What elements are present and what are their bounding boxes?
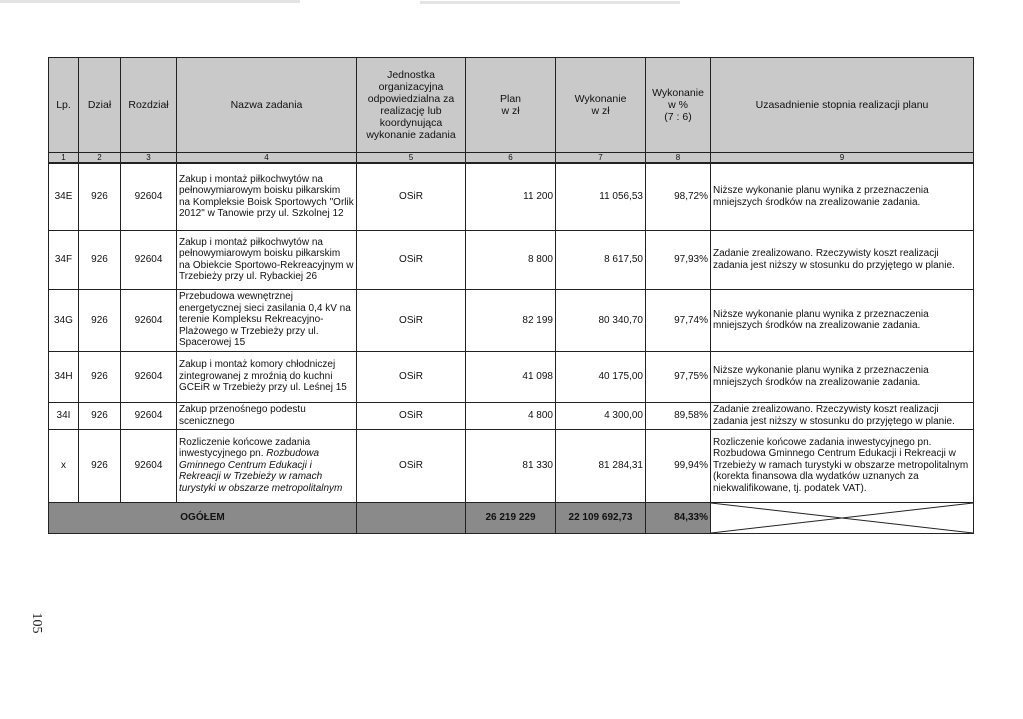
cell-execution: 4 300,00 [556,402,646,429]
header-unit: Jednostka organizacyjna odpowiedzialna za realizację lub koordynująca wykonanie zadania [357,58,466,153]
total-execution: 22 109 692,73 [556,502,646,533]
cell-task-name: Zakup i montaż piłkochwytów na pełnowymiarowym boisku piłkarskim na Obiekcie Sportowo-Rekreacyjnym w Trzebieży przy ul. Rybackiej 26 [177,230,357,289]
cell-execution: 11 056,53 [556,163,646,230]
column-number: 5 [357,153,466,164]
column-number: 9 [711,153,974,164]
table-row [49,351,974,402]
column-number: 7 [556,153,646,164]
table-row [49,429,974,502]
cell-execution: 80 340,70 [556,289,646,351]
cell-rozdzial: 92604 [121,351,177,402]
budget-execution-table [48,57,974,534]
cell-percent: 97,75% [646,351,711,402]
header-execution: Wykonanie w zł [556,58,646,153]
cell-justification: Niższe wykonanie planu wynika z przeznaczenia mniejszych środków na zrealizowanie zadania. [711,351,974,402]
cell-execution: 81 284,31 [556,429,646,502]
total-plan: 26 219 229 [466,502,556,533]
total-justification-crossed [711,502,974,533]
page-number: 105 [29,612,44,634]
cell-lp: 34I [49,402,79,429]
cell-percent: 97,93% [646,230,711,289]
cell-lp: 34E [49,163,79,230]
cell-plan: 82 199 [466,289,556,351]
header-execution-percent: Wykonanie w % (7 : 6) [646,58,711,153]
column-number: 4 [177,153,357,164]
total-unit-blank [357,502,466,533]
task-name-italic: Rozbudowa Gminnego Centrum Edukacji i Rekreacji w Trzebieży w ramach turystyki w obszarze metropolitalnym [179,448,343,494]
header-justification: Uzasadnienie stopnia realizacji planu [711,58,974,153]
cell-task-name [177,429,357,502]
cell-justification: Niższe wykonanie planu wynika z przeznaczenia mniejszych środków na zrealizowanie zadania. [711,289,974,351]
table-row [49,289,974,351]
cell-plan: 4 800 [466,402,556,429]
cross-out-mark [711,503,973,533]
header-plan: Plan w zł [466,58,556,153]
cell-unit: OSiR [357,163,466,230]
cell-dzial: 926 [79,230,121,289]
cell-dzial: 926 [79,402,121,429]
cell-rozdzial: 92604 [121,429,177,502]
cell-task-name: Zakup i montaż piłkochwytów na pełnowymiarowym boisku piłkarskim na Kompleksie Boisk Sportowych "Orlik 2012" w Tanowie przy ul. Szkolnej 12 [177,163,357,230]
cell-lp: 34H [49,351,79,402]
cell-plan: 41 098 [466,351,556,402]
cell-lp: x [49,429,79,502]
column-number: 1 [49,153,79,164]
cell-task-name: Przebudowa wewnętrznej energetycznej sieci zasilania 0,4 kV na terenie Kompleksu Rekreacyjno-Plażowego w Trzebieży przy ul. Spacerowej 15 [177,289,357,351]
cell-plan: 81 330 [466,429,556,502]
scan-artifact [420,1,680,4]
cell-execution: 8 617,50 [556,230,646,289]
cell-percent: 97,74% [646,289,711,351]
header-row [49,58,974,153]
cell-dzial: 926 [79,351,121,402]
cell-rozdzial: 92604 [121,163,177,230]
cell-percent: 98,72% [646,163,711,230]
cell-justification: Zadanie zrealizowano. Rzeczywisty koszt realizacji zadania jest niższy w stosunku do przyjętego w planie. [711,402,974,429]
cell-unit: OSiR [357,429,466,502]
cell-percent: 89,58% [646,402,711,429]
scan-artifact [0,0,300,3]
cell-justification: Niższe wykonanie planu wynika z przeznaczenia mniejszych środków na zrealizowanie zadania. [711,163,974,230]
column-number-row [49,153,974,164]
table-row [49,230,974,289]
column-number: 6 [466,153,556,164]
cell-lp: 34G [49,289,79,351]
cell-unit: OSiR [357,351,466,402]
task-name-plain: Rozliczenie końcowe zadania inwestycyjnego pn. [179,436,311,460]
cell-rozdzial: 92604 [121,289,177,351]
cell-unit: OSiR [357,289,466,351]
total-label: OGÓŁEM [49,502,357,533]
header-dzial: Dział [79,58,121,153]
cell-execution: 40 175,00 [556,351,646,402]
table-row [49,402,974,429]
cell-plan: 8 800 [466,230,556,289]
cell-rozdzial: 92604 [121,230,177,289]
cell-rozdzial: 92604 [121,402,177,429]
header-task-name: Nazwa zadania [177,58,357,153]
cell-justification: Rozliczenie końcowe zadania inwestycyjnego pn. Rozbudowa Gminnego Centrum Edukacji i Rekreacji w Trzebieży w ramach turystyki w obszarze metropolitalnym (korekta finansowa dla wydatków uznanych za niekwalifikowane, tj. podatek VAT). [711,429,974,502]
column-number: 8 [646,153,711,164]
cell-unit: OSiR [357,230,466,289]
column-number: 3 [121,153,177,164]
cell-plan: 11 200 [466,163,556,230]
cell-task-name: Zakup przenośnego podestu scenicznego [177,402,357,429]
header-rozdzial: Rozdział [121,58,177,153]
cell-lp: 34F [49,230,79,289]
cell-dzial: 926 [79,163,121,230]
total-row [49,502,974,533]
cell-unit: OSiR [357,402,466,429]
cell-percent: 99,94% [646,429,711,502]
header-lp: Lp. [49,58,79,153]
cell-justification: Zadanie zrealizowano. Rzeczywisty koszt realizacji zadania jest niższy w stosunku do przyjętego w planie. [711,230,974,289]
table-row [49,163,974,230]
cell-dzial: 926 [79,289,121,351]
column-number: 2 [79,153,121,164]
total-percent: 84,33% [646,502,711,533]
cell-dzial: 926 [79,429,121,502]
cell-task-name: Zakup i montaż komory chłodniczej zintegrowanej z mroźnią do kuchni GCEiR w Trzebieży przy ul. Leśnej 15 [177,351,357,402]
